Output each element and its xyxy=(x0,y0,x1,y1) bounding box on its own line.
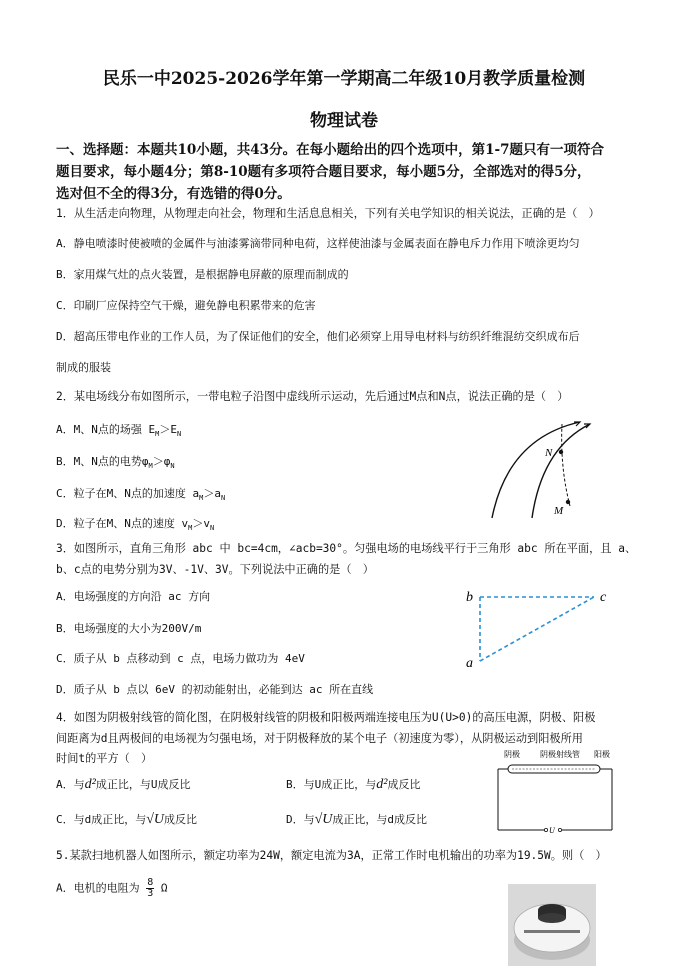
q4-option-b xyxy=(286,776,420,793)
cathode-ray-tube-figure xyxy=(494,748,618,836)
label-anode: 阳极 xyxy=(594,750,610,759)
subscript: M xyxy=(199,494,204,503)
fraction-numerator: 8 xyxy=(147,877,154,888)
math-symbol: d² xyxy=(84,777,96,792)
lidar-base xyxy=(538,913,566,923)
q4-b-text: B．与U成正比，与 xyxy=(286,778,377,791)
q2-option-b xyxy=(56,453,175,470)
label-cathode: 阴极 xyxy=(504,750,520,759)
q3-stem: 3．如图所示，直角三角形 abc 中 bc=4cm，∠acb=30°。匀强电场的电场线平行于三角形 abc 所在平面，且 a、 xyxy=(56,542,637,555)
q1-option-c: C．印刷厂应保持空气干燥，避免静电积累带来的危害 xyxy=(56,299,316,312)
q3-option-c: C．质子从 b 点移动到 c 点，电场力做功为 4eV xyxy=(56,652,305,665)
q4-stem: 4．如图为阴极射线管的简化图，在阴极射线管的阴极和阳极两端连接电压为U(U>0)的高压电源，阴极、阳极 xyxy=(56,711,596,724)
q1-option-b: B．家用煤气灶的点火装置，是根据静电屏蔽的原理而制成的 xyxy=(56,268,349,281)
section-heading-line: 一、选择题：本题共10小题，共43分。在每小题给出的四个选项中，第1-7题只有一项符合 xyxy=(56,142,604,158)
q4-d-text: 成正比，与d成反比 xyxy=(332,813,428,826)
section-heading-line: 题目要求，每小题4分；第8-10题有多项符合题目要求，每小题5分，全部选对的得5分， xyxy=(56,164,591,180)
q2-c-text: ＞a xyxy=(203,487,221,500)
trajectory-path xyxy=(562,424,570,506)
point-m xyxy=(566,500,570,504)
label-b: b xyxy=(466,590,473,605)
exam-title: 民乐一中2025-2026学年第一学期高二年级10月教学质量检测 xyxy=(102,69,586,89)
q3-option-a: A．电场强度的方向沿 ac 方向 xyxy=(56,590,211,603)
subscript: M xyxy=(148,462,153,471)
subject-title: 物理试卷 xyxy=(310,111,378,131)
q4-b-text: 成反比 xyxy=(387,778,421,791)
q3-option-b: B．电场强度的大小为200V/m xyxy=(56,622,202,635)
q4-stem-cont: 间距离为d且两极间的电场视为匀强电场，对于阴极释放的某个电子（初速度为零），从阴极运动到阳极所用 xyxy=(56,732,583,745)
label-m: M xyxy=(554,505,564,517)
subscript: N xyxy=(220,494,226,503)
label-u: U xyxy=(549,826,555,835)
subscript: N xyxy=(170,462,175,471)
bumper-line xyxy=(524,930,580,933)
side-ac xyxy=(480,597,594,661)
q3-stem-cont: b、c点的电势分别为3V、-1V、3V。下列说法中正确的是（ ） xyxy=(56,563,374,576)
q2-a-text: ＞E xyxy=(159,423,177,436)
section-heading xyxy=(56,139,636,205)
q2-stem: 2．某电场线分布如图所示，一带电粒子沿图中虚线所示运动，先后通过M点和N点，说法正确的是（ ） xyxy=(56,390,569,403)
electric-field-figure xyxy=(490,418,600,520)
math-symbol: d² xyxy=(376,777,388,792)
q4-c-text: C．与d成正比，与 xyxy=(56,813,147,826)
math-symbol: √U xyxy=(314,812,333,827)
terminal xyxy=(544,828,547,831)
subscript: M xyxy=(155,430,160,439)
q4-a-text: 成正比，与U成反比 xyxy=(95,778,191,791)
q2-b-text: B．M、N点的电势φ xyxy=(56,455,149,468)
q5-a-unit: Ω xyxy=(160,881,168,895)
triangle-figure xyxy=(462,585,622,671)
q2-option-c xyxy=(56,485,225,502)
q2-option-a xyxy=(56,421,181,438)
label-n: N xyxy=(545,447,553,459)
q4-option-c xyxy=(56,811,197,828)
q4-a-text: A．与 xyxy=(56,778,85,791)
q2-d-text: D．粒子在M、N点的速度 v xyxy=(56,517,189,530)
q4-c-text: 成反比 xyxy=(164,813,198,826)
q1-option-d-cont: 制成的服装 xyxy=(56,361,111,374)
label-tube: 阴极射线管 xyxy=(540,750,580,759)
label-a: a xyxy=(466,656,473,671)
fraction xyxy=(146,878,154,899)
subscript: M xyxy=(188,524,193,533)
q2-d-text: ＞v xyxy=(192,517,210,530)
math-symbol: √U xyxy=(146,812,165,827)
q2-a-text: A．M、N点的场强 E xyxy=(56,423,156,436)
q2-c-text: C．粒子在M、N点的加速度 a xyxy=(56,487,200,500)
q2-b-text: ＞φ xyxy=(152,455,171,468)
terminal xyxy=(558,828,561,831)
q5-a-text: A．电机的电阻为 xyxy=(56,881,140,895)
q4-option-a xyxy=(56,776,190,793)
q5-option-a xyxy=(56,878,168,899)
q4-stem-cont: 时间t的平方（ ） xyxy=(56,752,153,765)
q4-option-d xyxy=(286,811,427,828)
point-n xyxy=(559,450,563,454)
q3-option-d: D．质子从 b 点以 6eV 的初动能射出，必能到达 ac 所在直线 xyxy=(56,683,374,696)
q2-option-d xyxy=(56,515,214,532)
robot-vacuum-photo xyxy=(508,884,596,966)
q1-option-a: A．静电喷漆时使被喷的金属件与油漆雾滴带同种电荷，这样使油漆与金属表面在静电斥力作用下喷涂更均匀 xyxy=(56,237,580,250)
q1-option-d: D．超高压带电作业的工作人员，为了保证他们的安全，他们必须穿上用导电材料与纺织纤维混纺交织成布后 xyxy=(56,330,580,343)
q4-d-text: D．与 xyxy=(286,813,315,826)
label-c: c xyxy=(600,590,607,605)
section-heading-line: 选对但不全的得3分，有选错的得0分。 xyxy=(56,186,291,202)
q1-stem: 1．从生活走向物理，从物理走向社会，物理和生活息息相关，下列有关电学知识的相关说法，正确的是（ ） xyxy=(56,207,600,220)
subscript: N xyxy=(209,524,215,533)
subscript: N xyxy=(176,430,182,439)
q5-stem: 5.某款扫地机器人如图所示，额定功率为24W，额定电流为3A，正常工作时电机输出的功率为19.5W。则（ ） xyxy=(56,849,607,862)
fraction-denominator: 3 xyxy=(147,888,154,899)
